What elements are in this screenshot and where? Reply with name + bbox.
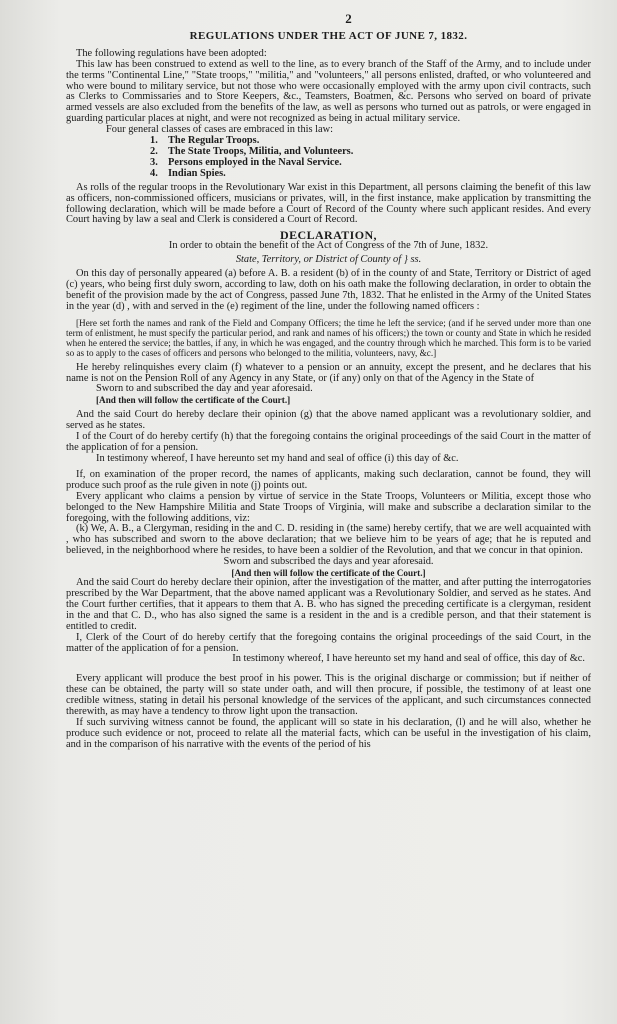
list-item: 1. The Regular Troops. (150, 135, 260, 147)
state-county-line: State, Territory, or District of County of } ss. (235, 254, 422, 266)
testimony-line: In testimony whereof, I have hereunto set my hand and seal of office (i) this day of &c. (96, 453, 459, 464)
paragraph-rolls: As rolls of the regular troops in the Revolutionary War exist in this Department, all persons claiming the benefit of this law as officers, non-commissioned officers, musicians or privates, will, in the first instance, make application by transmitting the following declaration, which will be made before a Court of Record of the County where such applicant resides. And every Court having by law a seal and Clerk is considered a Court of Record. (66, 181, 591, 226)
paragraph-if-not-found: If, on examination of the proper record, the names of applicants, making such declaration, cannot be found, they will produce such proof as the rule given in note (j) points out. (66, 468, 591, 491)
page-number: 2 (345, 11, 352, 26)
document-title: REGULATIONS UNDER THE ACT OF JUNE 7, 1832. (189, 29, 468, 42)
classes-intro: Four general classes of cases are embraced in this law: (106, 124, 334, 136)
paragraph-clergyman-certificate: (k) We, A. B., a Clergyman, residing in the and C. D. residing in (the same) hereby certify, that we are well acquainted with , who has subscribed and sworn to the above declaration; that we believe him to be years of age; that he is reputed and believed, in the neighborhood where he resides, to have been a soldier of the Revolution, and that we concur in that opinion. (66, 523, 591, 557)
classes-list (150, 136, 591, 180)
declaration-heading: DECLARATION, (280, 228, 377, 243)
paragraph-surviving-witness: If such surviving witness cannot be found, the applicant will so state in his declaration, (l) and he will also, whether he produce such evidence or not, proceed to relate all the material facts, which can be useful in the investigation of his claim, and in the comparison of his narrative with the events of the period of his (66, 716, 591, 750)
declaration-intro: In order to obtain the benefit of the Act of Congress of the 7th of June, 1832. (168, 240, 489, 252)
relinquish-paragraph: He hereby relinquishes every claim (f) whatever to a pension or an annuity, except the present, and he declares that his name is not on the Pension Roll of any Agency in any State, or (if any) only on that of the Agency in the State of (66, 361, 591, 384)
paragraph-every-applicant: Every applicant who claims a pension by virtue of service in the State Troops, Volunteers or Militia, except those who belonged to the New Hampshire Militia and State Troops of Virginia, will make and subscribe a declaration similar to the foregoing, with the following additions, viz: (66, 490, 591, 524)
paragraph-law-construction: This law has been construed to extend as well to the line, as to every branch of the Staff of the Army, and to include under the terms "Continental Line," "State troops," "militia," and "volunteers," all persons enlisted, drafted, or who volunteered and who were bound to military service, but not those who were occasionally employed with the army upon civil contracts, such as Clerks to Commissaries and to Store Keepers, &c., Teamsters, Boatmen, &c. Persons who served on board of private armed vessels are also excluded from the benefits of the law, as well as persons who turned out as patrols, or were engaged in guarding particular places at night, and were not recognized as being in actual military service. (66, 58, 591, 125)
court-opinion: And the said Court do hereby declare their opinion (g) that the above named applicant was a revolutionary soldier, and served as he states. (66, 409, 591, 432)
certificate-note: [And then will follow the certificate of the Court.] (96, 395, 291, 406)
intro-line: The following regulations have been adopted: (76, 47, 267, 59)
paragraph-best-proof: Every applicant will produce the best proof in his power. This is the original discharge or commission; but if neither of these can be obtained, the party will so state under oath, and will then procure, if possible, the testimony of at least one credible witness, stating in detail his personal knowledge of the services of the applicant, and such circumstances connected therewith, as may have a tendency to throw light upon the transaction. (66, 673, 591, 718)
paragraph-clerk-certify-2: I, Clerk of the Court of do hereby certify that the foregoing contains the original proceedings of the said Court, in the matter of the application of for a pension. (66, 631, 591, 654)
sworn-line-2: Sworn and subscribed the days and year aforesaid. (223, 556, 434, 568)
sworn-line: Sworn to and subscribed the day and year aforesaid. (96, 383, 313, 395)
clerk-certify: I of the Court of do hereby certify (h) that the foregoing contains the original proceedings of the said Court in the matter of the application of for a pension. (66, 431, 591, 454)
paragraph-court-opinion-2: And the said Court do hereby declare their opinion, after the investigation of the matter, and after putting the interrogatories prescribed by the War Department, that the above named applicant was a Revolutionary Soldier, and served as he states. And the Court further certifies, that it appears to them that A. B. who has signed the preceding certificate is a clergyman, resident in the and that C. D., who has also signed the same is a resident in the and is a credible person, and that their statement is entitled to credit. (66, 577, 591, 632)
certificate-note-2: [And then will follow the certificate of the Court.] (231, 568, 426, 579)
list-item: 2. The State Troops, Militia, and Volunteers. (150, 145, 354, 157)
declaration-body: On this day of personally appeared (a) before A. B. a resident (b) of in the county of and State, Territory or District of aged (c) years, who being first duly sworn, according to law, doth on his oath make the following declaration, in order to obtain the benefit of the provision made by the act of Congress, passed June 7th, 1832. That he enlisted in the Army of the United States in the year (d) , with and served in the (e) regiment of the line, under the following named officers : (66, 268, 591, 312)
list-item: 4. Indian Spies. (150, 167, 226, 179)
testimony-line-2: In testimony whereof, I have hereunto set my hand and seal of office, this day of &c. (232, 653, 585, 665)
declaration-note: [Here set forth the names and rank of the Field and Company Officers; the time he left the service; (and if he served under more than one term of enlistment, he must specify the particular period, and rank and names of his officers;) the town or county and State in which he resided when he entered the service; the battles, if any, in which he was engaged, and the country through which he marched. This form is to be varied so as to apply to the cases of officers and persons who belonged to the militia, volunteers, navy, &c.] (66, 317, 591, 358)
list-item: 3. Persons employed in the Naval Service. (150, 156, 342, 168)
